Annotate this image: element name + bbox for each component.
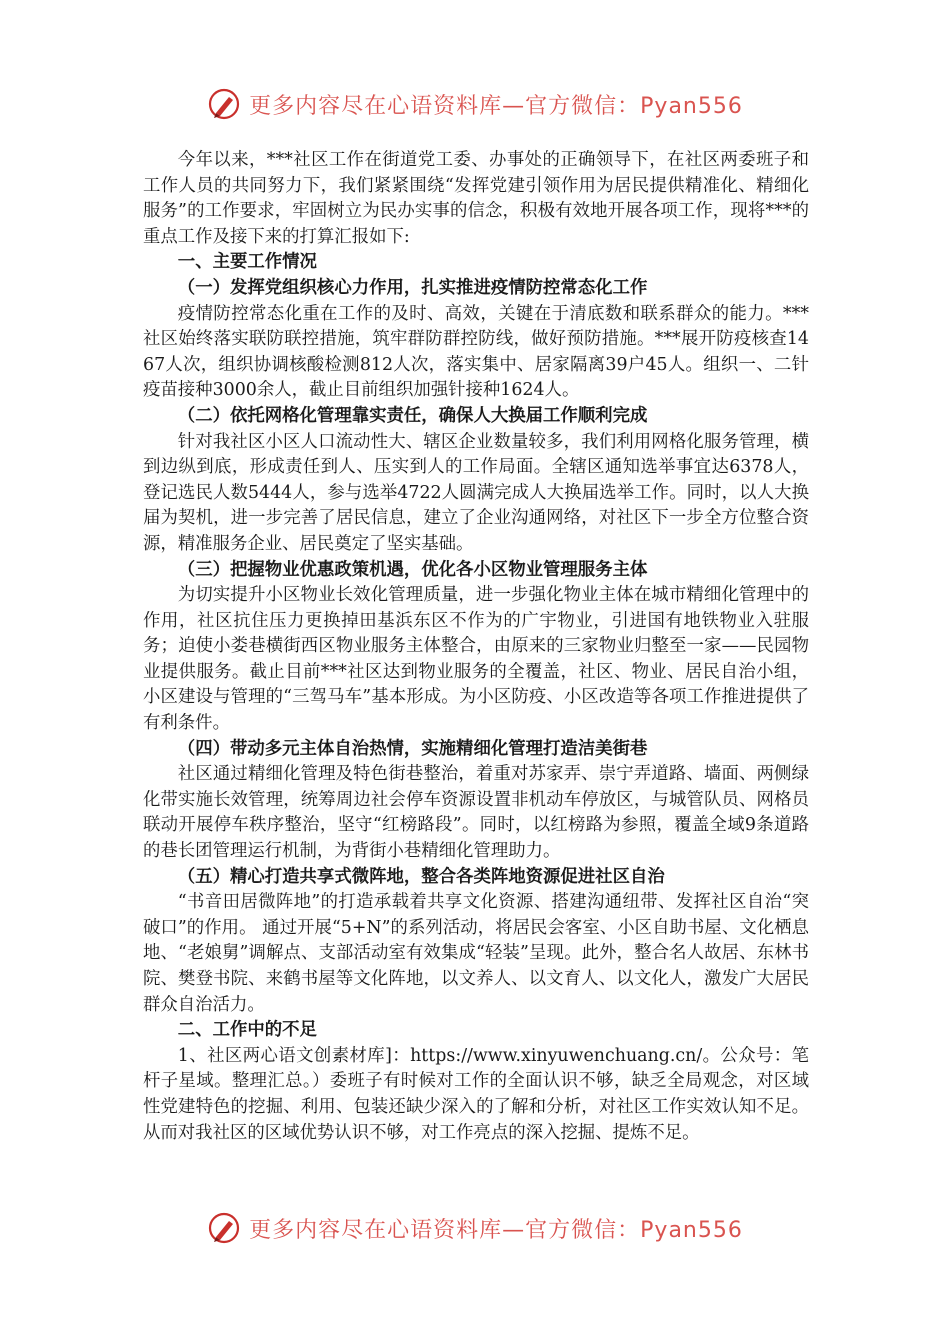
banner-text: 更多内容尽在心语资料库—官方微信：Pyan556 xyxy=(249,93,743,119)
intro-paragraph: 今年以来，***社区工作在街道党工委、办事处的正确领导下，在社区两委班子和工作人员的共同努力下，我们紧紧围绕“发挥党建引领作用为居民提供精准化、精细化服务”的工作要求，牢固树立为民办实事的信念，积极有效地开展各项工作，现将***的重点工作及接下来的打算汇报如下: xyxy=(143,150,809,247)
shortcoming-paragraph-1: 1、社区两心语文创素材库]：https://www.xinyuwenchuang.cn/。公众号：笔杆子星域。整理汇总。）委班子有时候对工作的全面认识不够，缺乏全局观念，对区域性党建特色的挖掘、利用、包装还缺少深入的了解和分析，对社区工作实效认知不足。从而对我社区的区域优势认识不够，对工作亮点的深入挖掘、提炼不足。 xyxy=(143,1045,809,1143)
document-body xyxy=(143,148,809,1146)
subsection-body-5: “书音田居微阵地”的打造承载着共享文化资源、搭建沟通纽带、发挥社区自治“突破口”的作用。 通过开展“5+N”的系列活动，将居民会客室、小区自助书屋、文化栖息地、“老娘舅”调解点、支部活动室有效集成“轻装”呈现。此外，整合名人故居、东林书院、樊登书院、来鹤书屋等文化阵地，以文养人、以文育人、以文化人，激发广大居民群众自治活力。 xyxy=(143,892,809,1015)
banner-text: 更多内容尽在心语资料库—官方微信：Pyan556 xyxy=(249,1217,743,1243)
subsection-body-4: 社区通过精细化管理及特色街巷整治，着重对苏家弄、崇宁弄道路、墙面、两侧绿化带实施长效管理，统筹周边社会停车资源设置非机动车停放区，与城管队员、网格员联动开展停车秩序整治，坚守“红榜路段”。同时，以红榜路为参照，覆盖全域9条道路的巷长团管理运行机制，为背街小巷精细化管理助力。 xyxy=(143,764,809,862)
header-banner xyxy=(0,82,950,126)
subsection-body-2: 针对我社区小区人口流动性大、辖区企业数量较多，我们利用网格化服务管理，横到边纵到底，形成责任到人、压实到人的工作局面。全辖区通知选举事宜达6378人，登记选民人数5444人，参与选举4722人圆满完成人大换届选举工作。同时，以人大换届为契机，进一步完善了居民信息，建立了企业沟通网络，对社区下一步全方位整合资源，精准服务企业、居民奠定了坚实基础。 xyxy=(143,431,809,554)
subsection-heading-3: （三）把握物业优惠政策机遇，优化各小区物业管理服务主体 xyxy=(177,559,648,580)
banner-wechat-id: Pyan556 xyxy=(640,93,743,119)
subsection-heading-5: （五）精心打造共享式微阵地，整合各类阵地资源促进社区自治 xyxy=(177,866,665,887)
section-heading-main-work: 一、主要工作情况 xyxy=(177,252,317,273)
pen-logo-icon xyxy=(207,1211,241,1245)
subsection-heading-1: （一）发挥党组织核心力作用，扎实推进疫情防控常态化工作 xyxy=(177,277,648,298)
pen-logo-icon xyxy=(207,87,241,121)
subsection-body-1: 疫情防控常态化重在工作的及时、高效，关键在于清底数和联系群众的能力。***社区始终落实联防联控措施，筑牢群防群控防线，做好预防措施。***展开防疫核查1467人次，组织协调核酸检测812人次，落实集中、居家隔离39户45人。组织一、二针疫苗接种3000余人，截止目前组织加强针接种1624人。 xyxy=(143,303,809,401)
subsection-heading-2: （二）依托网格化管理靠实责任，确保人大换届工作顺利完成 xyxy=(177,405,648,426)
subsection-body-3: 为切实提升小区物业长效化管理质量，进一步强化物业主体在城市精细化管理中的作用，社区抗住压力更换掉田基浜东区不作为的广宇物业，引进国有地铁物业入驻服务；迫使小娄巷横街西区物业服务主体整合，由原来的三家物业归整至一家——民园物业提供服务。截止目前***社区达到物业服务的全覆盖，社区、物业、居民自治小组，小区建设与管理的“三驾马车”基本形成。为小区防疫、小区改造等各项工作推进提供了有利条件。 xyxy=(143,585,809,734)
footer-banner xyxy=(0,1206,950,1250)
banner-wechat-id: Pyan556 xyxy=(640,1217,743,1243)
subsection-heading-4: （四）带动多元主体自治热情，实施精细化管理打造洁美街巷 xyxy=(177,738,648,759)
section-heading-shortcomings: 二、工作中的不足 xyxy=(177,1020,317,1041)
